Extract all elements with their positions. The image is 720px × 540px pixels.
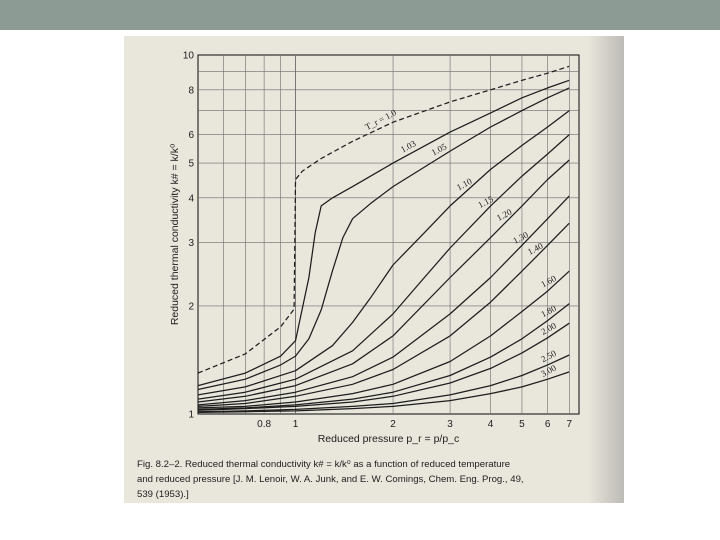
y-tick-label: 10 <box>182 50 194 62</box>
x-axis-title: Reduced pressure p_r = p/p_c <box>317 433 460 445</box>
x-tick-label: 4 <box>487 419 494 430</box>
series-line-tr-1.60 <box>198 271 569 408</box>
series-label: 1.10 <box>454 176 474 193</box>
y-tick-label: 1 <box>188 409 194 421</box>
series-line-tr-2.00 <box>198 323 569 410</box>
series-label: 1.20 <box>494 206 514 223</box>
x-tick-label: 5 <box>519 419 525 430</box>
series-label: 1.80 <box>539 303 558 320</box>
x-tick-label: 2 <box>390 419 396 430</box>
series-line-tr-1.15 <box>198 135 569 400</box>
series-line-tr-1.10 <box>198 111 569 395</box>
y-tick-label: 8 <box>188 85 194 97</box>
series-label: 1.03 <box>398 138 418 155</box>
series-line-tr-1.03 <box>198 80 569 385</box>
series-label: 1.15 <box>476 193 495 211</box>
series-line-tr-1.40 <box>198 223 569 406</box>
x-tick-label: 3 <box>447 419 453 430</box>
figure-caption-line-1: Fig. 8.2–2. Reduced thermal conductivity k# = k/k⁰ as a function of reduced temperature <box>137 459 511 470</box>
y-tick-label: 3 <box>188 238 194 250</box>
series-line-tr-2.50 <box>198 355 569 412</box>
y-tick-label: 4 <box>188 193 194 205</box>
x-tick-label: 6 <box>544 419 551 430</box>
x-tick-label: 0.8 <box>257 419 272 430</box>
series-line-tr-1.20 <box>198 160 569 402</box>
series-label: 1.30 <box>511 229 530 246</box>
figure-caption-line-3: 539 (1953).] <box>137 489 189 500</box>
series-label: 1.60 <box>539 273 558 290</box>
figure-caption-line-2: and reduced pressure [J. M. Lenoir, W. A. Junk, and E. W. Comings, Chem. Eng. Prog., 49, <box>137 474 524 485</box>
series-label: 2.50 <box>539 348 558 365</box>
y-tick-label: 5 <box>188 158 194 170</box>
y-tick-label: 2 <box>188 301 194 313</box>
series-label: T_r = 1.0 <box>363 107 398 133</box>
series-label: 2.00 <box>539 320 558 337</box>
x-tick-label: 7 <box>566 419 573 430</box>
series-label: 1.40 <box>525 240 545 257</box>
y-tick-label: 6 <box>188 130 194 142</box>
x-tick-label: 1 <box>292 419 299 430</box>
y-axis-title: Reduced thermal conductivity k# = k/k⁰ <box>169 143 181 326</box>
series-label: 1.05 <box>429 141 449 158</box>
series-label: 3.00 <box>539 362 558 379</box>
